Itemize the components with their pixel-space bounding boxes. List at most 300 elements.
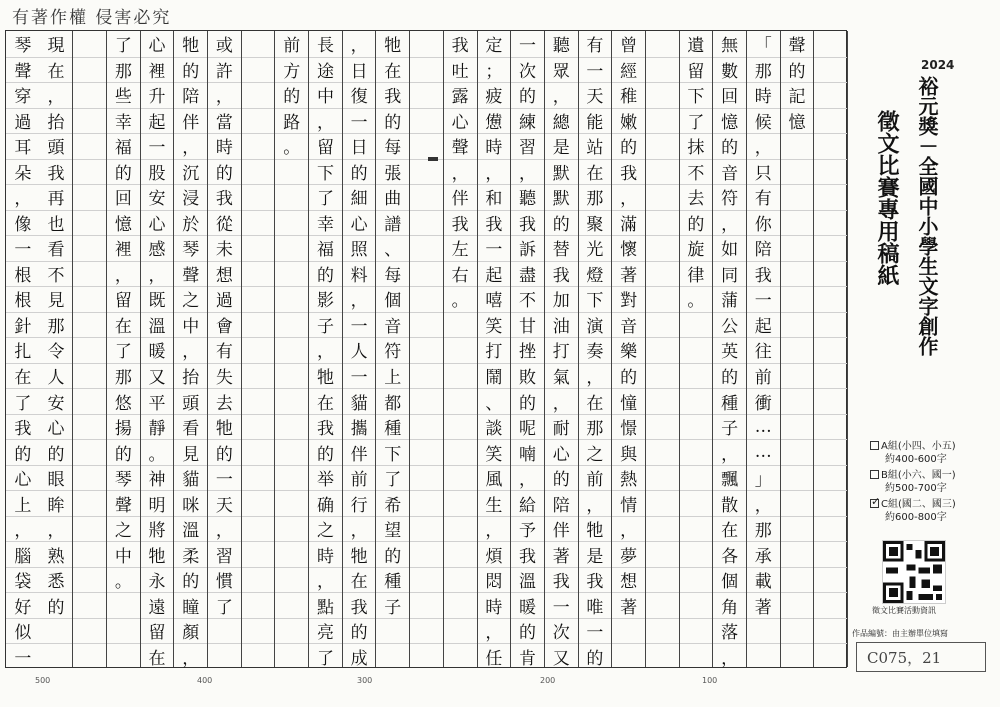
manuscript-char: 感 bbox=[148, 240, 166, 261]
manuscript-char: 亮 bbox=[316, 623, 334, 644]
manuscript-char bbox=[242, 286, 275, 312]
manuscript-char: 望 bbox=[384, 521, 402, 542]
manuscript-char: 那 bbox=[586, 189, 604, 210]
manuscript-char bbox=[444, 516, 477, 542]
manuscript-char bbox=[444, 465, 477, 491]
manuscript-char bbox=[242, 643, 275, 669]
manuscript-char: 聲 bbox=[14, 61, 32, 82]
manuscript-char bbox=[781, 363, 814, 389]
manuscript-char bbox=[646, 286, 679, 312]
manuscript-char: 熟 bbox=[47, 546, 65, 567]
manuscript-char: 的 bbox=[721, 368, 739, 388]
manuscript-char: 咪 bbox=[182, 495, 200, 516]
manuscript-char: ， bbox=[215, 87, 233, 108]
work-number-box: C075，21 bbox=[856, 642, 986, 672]
manuscript-column bbox=[376, 31, 410, 667]
manuscript-char: 熱 bbox=[620, 470, 638, 491]
manuscript-char: 在 bbox=[721, 521, 739, 542]
manuscript-char: 也 bbox=[47, 214, 65, 235]
manuscript-char: 一 bbox=[586, 623, 604, 644]
manuscript-char bbox=[410, 337, 443, 363]
manuscript-char: 憶 bbox=[788, 112, 806, 133]
manuscript-char: 針 bbox=[14, 316, 32, 337]
manuscript-char bbox=[814, 235, 847, 261]
manuscript-char: 一 bbox=[350, 112, 368, 133]
manuscript-char bbox=[410, 159, 443, 185]
manuscript-char bbox=[242, 516, 275, 542]
manuscript-char bbox=[781, 439, 814, 465]
manuscript-char: 路 bbox=[283, 112, 301, 133]
manuscript-char: 牠 bbox=[350, 546, 368, 567]
manuscript-char bbox=[410, 618, 443, 644]
manuscript-char: 聲 bbox=[788, 36, 806, 57]
manuscript-char bbox=[73, 261, 106, 287]
manuscript-char: 笑 bbox=[485, 444, 503, 465]
manuscript-char bbox=[73, 567, 106, 593]
manuscript-char: ， bbox=[47, 87, 65, 108]
manuscript-char: ， bbox=[552, 393, 570, 414]
manuscript-char: 的 bbox=[182, 61, 200, 82]
manuscript-char bbox=[814, 465, 847, 491]
manuscript-char: 了 bbox=[316, 189, 334, 210]
manuscript-char: 懷 bbox=[620, 240, 638, 261]
manuscript-char bbox=[40, 618, 73, 644]
manuscript-char: 溫 bbox=[182, 521, 200, 542]
manuscript-char: 袋 bbox=[14, 572, 32, 593]
manuscript-char bbox=[814, 363, 847, 389]
manuscript-char: 同 bbox=[721, 265, 739, 286]
group-option-a[interactable] bbox=[870, 440, 956, 466]
manuscript-char bbox=[275, 184, 308, 210]
manuscript-char: 柔 bbox=[182, 546, 200, 567]
manuscript-char: 聽 bbox=[519, 189, 537, 210]
manuscript-char: ， bbox=[519, 163, 537, 184]
manuscript-char: 料 bbox=[350, 265, 368, 286]
manuscript-char: 看 bbox=[182, 419, 200, 440]
manuscript-char: 那 bbox=[114, 61, 132, 82]
manuscript-char bbox=[814, 286, 847, 312]
manuscript-char: 時 bbox=[485, 597, 503, 618]
manuscript-char: 牠 bbox=[182, 36, 200, 57]
manuscript-char: 那 bbox=[114, 368, 132, 388]
manuscript-char: 會 bbox=[215, 316, 233, 337]
manuscript-char bbox=[781, 643, 814, 669]
manuscript-char: 是 bbox=[552, 138, 570, 159]
ruler-mark: 100 bbox=[702, 676, 718, 685]
manuscript-char bbox=[275, 618, 308, 644]
manuscript-grid bbox=[5, 30, 847, 668]
manuscript-char: 各 bbox=[721, 546, 739, 567]
manuscript-char bbox=[646, 82, 679, 108]
manuscript-char: 穿 bbox=[14, 87, 32, 108]
manuscript-char: 夢 bbox=[620, 546, 638, 567]
manuscript-char: 日 bbox=[350, 138, 368, 159]
checkbox-checked[interactable] bbox=[870, 499, 879, 508]
manuscript-char: 似 bbox=[14, 623, 32, 644]
manuscript-char: 陪 bbox=[552, 495, 570, 516]
manuscript-char bbox=[275, 541, 308, 567]
manuscript-char: 譜 bbox=[384, 214, 402, 235]
manuscript-char: 成 bbox=[350, 648, 368, 669]
manuscript-char bbox=[781, 592, 814, 618]
manuscript-char bbox=[73, 388, 106, 414]
manuscript-char: 光 bbox=[586, 240, 604, 261]
manuscript-char: 牠 bbox=[316, 368, 334, 388]
manuscript-char: ， bbox=[485, 521, 503, 542]
manuscript-char: 奏 bbox=[586, 342, 604, 363]
manuscript-char: ， bbox=[485, 623, 503, 644]
option-range: 約500-700字 bbox=[885, 483, 947, 494]
manuscript-char bbox=[680, 567, 713, 593]
manuscript-char bbox=[814, 337, 847, 363]
manuscript-char: 牠 bbox=[586, 521, 604, 542]
manuscript-char: 了 bbox=[114, 342, 132, 363]
manuscript-char bbox=[680, 414, 713, 440]
manuscript-char bbox=[646, 261, 679, 287]
manuscript-char bbox=[275, 312, 308, 338]
manuscript-char: 與 bbox=[620, 444, 638, 465]
manuscript-char: 上 bbox=[384, 368, 402, 388]
manuscript-char bbox=[646, 490, 679, 516]
manuscript-char bbox=[275, 490, 308, 516]
manuscript-char: 确 bbox=[316, 495, 334, 516]
manuscript-char: 琴 bbox=[182, 240, 200, 261]
manuscript-char: 起 bbox=[754, 316, 772, 337]
manuscript-char: 。 bbox=[114, 572, 132, 593]
manuscript-char bbox=[814, 592, 847, 618]
checkbox[interactable] bbox=[870, 470, 879, 479]
manuscript-char: 你 bbox=[754, 214, 772, 235]
manuscript-char bbox=[73, 337, 106, 363]
manuscript-char: 的 bbox=[384, 546, 402, 567]
manuscript-char: 回 bbox=[721, 87, 739, 108]
manuscript-column bbox=[6, 31, 40, 667]
manuscript-char bbox=[444, 490, 477, 516]
manuscript-char: 肯 bbox=[519, 648, 537, 669]
manuscript-char: 子 bbox=[721, 419, 739, 440]
manuscript-char: 無 bbox=[721, 36, 739, 57]
manuscript-char: 人 bbox=[47, 368, 65, 388]
manuscript-char: 。 bbox=[283, 138, 301, 159]
manuscript-char: 散 bbox=[721, 495, 739, 516]
manuscript-char: 我 bbox=[485, 214, 503, 235]
manuscript-char: 一 bbox=[519, 36, 537, 57]
manuscript-char: 習 bbox=[519, 138, 537, 159]
manuscript-char bbox=[781, 618, 814, 644]
manuscript-char: 抹 bbox=[687, 138, 705, 159]
manuscript-char: 、 bbox=[485, 393, 503, 414]
manuscript-char: 耐 bbox=[552, 419, 570, 440]
manuscript-char: 一 bbox=[754, 291, 772, 312]
manuscript-char: 頭 bbox=[47, 138, 65, 159]
manuscript-char: 候 bbox=[754, 112, 772, 133]
manuscript-char bbox=[107, 643, 140, 669]
manuscript-char: 左 bbox=[451, 240, 469, 261]
manuscript-char bbox=[242, 439, 275, 465]
manuscript-char: 下 bbox=[384, 444, 402, 465]
ruler-mark: 200 bbox=[540, 676, 556, 685]
manuscript-char: 時 bbox=[215, 138, 233, 159]
manuscript-char: 憊 bbox=[485, 112, 503, 133]
ruler-mark: 500 bbox=[35, 676, 51, 685]
manuscript-char: 見 bbox=[182, 444, 200, 465]
manuscript-char bbox=[444, 618, 477, 644]
manuscript-char: ， bbox=[316, 112, 334, 133]
manuscript-char bbox=[646, 516, 679, 542]
manuscript-char bbox=[275, 516, 308, 542]
manuscript-char: 的 bbox=[182, 572, 200, 593]
manuscript-char: 伴 bbox=[451, 189, 469, 210]
manuscript-char: 牠 bbox=[215, 419, 233, 440]
manuscript-char: 我 bbox=[519, 546, 537, 567]
manuscript-char bbox=[814, 184, 847, 210]
manuscript-char: ， bbox=[721, 214, 739, 235]
manuscript-char bbox=[444, 643, 477, 669]
manuscript-char: 聚 bbox=[586, 214, 604, 235]
manuscript-char bbox=[680, 592, 713, 618]
manuscript-char bbox=[814, 618, 847, 644]
manuscript-char: 於 bbox=[182, 214, 200, 235]
manuscript-char: 靜 bbox=[148, 419, 166, 440]
manuscript-char: 下 bbox=[586, 291, 604, 312]
manuscript-char: ， bbox=[316, 342, 334, 363]
manuscript-char: ， bbox=[182, 648, 200, 669]
manuscript-column bbox=[646, 31, 680, 667]
manuscript-char: … bbox=[754, 416, 772, 437]
manuscript-char: 牠 bbox=[148, 546, 166, 567]
manuscript-char: 衝 bbox=[754, 393, 772, 414]
manuscript-char: 載 bbox=[754, 572, 772, 593]
manuscript-char: 張 bbox=[384, 163, 402, 184]
manuscript-char bbox=[275, 439, 308, 465]
manuscript-char bbox=[410, 57, 443, 83]
manuscript-char: 之 bbox=[586, 444, 604, 465]
manuscript-char bbox=[781, 184, 814, 210]
manuscript-char: 總 bbox=[552, 112, 570, 133]
manuscript-char: 「 bbox=[754, 36, 772, 57]
manuscript-char: 吐 bbox=[451, 61, 469, 82]
manuscript-char: 聲 bbox=[114, 495, 132, 516]
manuscript-char: 、 bbox=[384, 240, 402, 261]
copyright-notice: 有著作權 侵害必究 bbox=[12, 8, 172, 28]
manuscript-char: 滿 bbox=[620, 214, 638, 235]
manuscript-char: 那 bbox=[47, 316, 65, 337]
manuscript-char bbox=[410, 541, 443, 567]
manuscript-char bbox=[73, 618, 106, 644]
manuscript-char bbox=[410, 388, 443, 414]
manuscript-char: 的 bbox=[47, 444, 65, 465]
manuscript-char: 朵 bbox=[14, 163, 32, 184]
manuscript-char: 有 bbox=[754, 189, 772, 210]
option-label: B組(小六、國一) bbox=[881, 470, 956, 481]
checkbox[interactable] bbox=[870, 441, 879, 450]
manuscript-char: 前 bbox=[350, 470, 368, 491]
manuscript-char: 頭 bbox=[182, 393, 200, 414]
manuscript-char: 油 bbox=[552, 316, 570, 337]
manuscript-char: 聲 bbox=[182, 265, 200, 286]
manuscript-char bbox=[73, 57, 106, 83]
manuscript-char bbox=[781, 210, 814, 236]
manuscript-char: 和 bbox=[485, 189, 503, 210]
manuscript-char: 如 bbox=[721, 240, 739, 261]
manuscript-char bbox=[410, 439, 443, 465]
manuscript-char: 默 bbox=[552, 163, 570, 184]
manuscript-char: ， bbox=[754, 495, 772, 516]
manuscript-char: 一 bbox=[14, 648, 32, 669]
manuscript-char bbox=[242, 312, 275, 338]
manuscript-char bbox=[410, 108, 443, 134]
manuscript-char: 任 bbox=[485, 648, 503, 669]
manuscript-char bbox=[646, 388, 679, 414]
manuscript-char: 下 bbox=[316, 163, 334, 184]
manuscript-char bbox=[814, 567, 847, 593]
manuscript-char: 心 bbox=[148, 214, 166, 235]
manuscript-char bbox=[444, 414, 477, 440]
manuscript-char: 的 bbox=[519, 87, 537, 108]
manuscript-char: 復 bbox=[350, 87, 368, 108]
manuscript-char bbox=[814, 133, 847, 159]
manuscript-char bbox=[275, 159, 308, 185]
manuscript-char bbox=[242, 490, 275, 516]
manuscript-char: ， bbox=[14, 521, 32, 542]
manuscript-char: 煩 bbox=[485, 546, 503, 567]
manuscript-char: 憶 bbox=[721, 112, 739, 133]
manuscript-char: 給 bbox=[519, 495, 537, 516]
manuscript-char: 眸 bbox=[47, 495, 65, 516]
manuscript-char bbox=[40, 643, 73, 669]
manuscript-char: 的 bbox=[215, 444, 233, 465]
manuscript-char bbox=[646, 184, 679, 210]
manuscript-char bbox=[275, 592, 308, 618]
manuscript-char bbox=[410, 184, 443, 210]
manuscript-char: 的 bbox=[788, 61, 806, 82]
manuscript-char: 陪 bbox=[754, 240, 772, 261]
manuscript-char: 演 bbox=[586, 316, 604, 337]
manuscript-column bbox=[511, 31, 545, 667]
manuscript-char: ， bbox=[47, 521, 65, 542]
manuscript-char: 心 bbox=[47, 419, 65, 440]
manuscript-char bbox=[73, 439, 106, 465]
manuscript-char: 根 bbox=[14, 291, 32, 312]
manuscript-char bbox=[242, 414, 275, 440]
manuscript-char bbox=[646, 465, 679, 491]
manuscript-char: 悠 bbox=[114, 393, 132, 414]
manuscript-char: ； bbox=[485, 61, 503, 82]
manuscript-char bbox=[814, 261, 847, 287]
group-option-c[interactable] bbox=[870, 498, 956, 524]
manuscript-char: 在 bbox=[350, 572, 368, 593]
manuscript-char: 想 bbox=[215, 265, 233, 286]
manuscript-char: 一 bbox=[350, 316, 368, 337]
manuscript-char bbox=[73, 490, 106, 516]
manuscript-char: 音 bbox=[620, 316, 638, 337]
manuscript-char bbox=[781, 159, 814, 185]
manuscript-char: 許 bbox=[215, 61, 233, 82]
manuscript-char bbox=[73, 541, 106, 567]
manuscript-char: 唯 bbox=[586, 597, 604, 618]
manuscript-char: ， bbox=[485, 163, 503, 184]
manuscript-char bbox=[242, 567, 275, 593]
manuscript-char bbox=[410, 490, 443, 516]
manuscript-char bbox=[781, 541, 814, 567]
manuscript-char bbox=[275, 286, 308, 312]
manuscript-char: 著 bbox=[620, 265, 638, 286]
manuscript-char bbox=[242, 465, 275, 491]
manuscript-char: 能 bbox=[586, 112, 604, 133]
manuscript-char: 那 bbox=[754, 61, 772, 82]
manuscript-char bbox=[73, 31, 106, 57]
manuscript-char: 的 bbox=[215, 163, 233, 184]
manuscript-column bbox=[713, 31, 747, 667]
manuscript-char: 不 bbox=[687, 163, 705, 184]
manuscript-char bbox=[814, 31, 847, 57]
manuscript-char bbox=[73, 210, 106, 236]
manuscript-char: 心 bbox=[451, 112, 469, 133]
manuscript-char: 前 bbox=[586, 470, 604, 491]
manuscript-char bbox=[612, 643, 645, 669]
manuscript-char: ， bbox=[350, 36, 368, 57]
manuscript-char: 著 bbox=[552, 546, 570, 567]
manuscript-char: 我 bbox=[215, 189, 233, 210]
manuscript-char bbox=[242, 159, 275, 185]
manuscript-char: 的 bbox=[350, 163, 368, 184]
manuscript-char bbox=[680, 643, 713, 669]
manuscript-char bbox=[781, 133, 814, 159]
manuscript-char: 的 bbox=[552, 470, 570, 491]
manuscript-char: 耳 bbox=[14, 138, 32, 159]
manuscript-char: 或 bbox=[215, 36, 233, 57]
manuscript-char: 在 bbox=[14, 368, 32, 388]
manuscript-char: 人 bbox=[350, 342, 368, 363]
manuscript-char: 幸 bbox=[316, 214, 334, 235]
manuscript-char bbox=[781, 414, 814, 440]
manuscript-char bbox=[781, 490, 814, 516]
manuscript-char: 默 bbox=[552, 189, 570, 210]
manuscript-char: 不 bbox=[519, 291, 537, 312]
manuscript-char: 曲 bbox=[384, 189, 402, 210]
manuscript-char: 遺 bbox=[687, 36, 705, 57]
manuscript-char: 了 bbox=[384, 470, 402, 491]
manuscript-char: 的 bbox=[620, 138, 638, 159]
manuscript-char bbox=[73, 363, 106, 389]
manuscript-char bbox=[410, 286, 443, 312]
manuscript-char bbox=[73, 108, 106, 134]
group-option-b[interactable] bbox=[870, 469, 956, 495]
manuscript-char: 抬 bbox=[47, 112, 65, 133]
manuscript-column bbox=[410, 31, 444, 667]
manuscript-char: 在 bbox=[148, 648, 166, 669]
group-options bbox=[870, 440, 956, 527]
manuscript-char bbox=[680, 490, 713, 516]
manuscript-char: 悶 bbox=[485, 572, 503, 593]
manuscript-char: 我 bbox=[620, 163, 638, 184]
manuscript-char bbox=[646, 312, 679, 338]
manuscript-char: 我 bbox=[552, 572, 570, 593]
manuscript-char: 的 bbox=[14, 444, 32, 465]
manuscript-char: 笑 bbox=[485, 316, 503, 337]
manuscript-char bbox=[814, 159, 847, 185]
manuscript-char bbox=[73, 235, 106, 261]
manuscript-char bbox=[410, 235, 443, 261]
manuscript-char: 暖 bbox=[148, 342, 166, 363]
manuscript-char: 我 bbox=[586, 572, 604, 593]
manuscript-char: 英 bbox=[721, 342, 739, 363]
manuscript-char: 去 bbox=[687, 189, 705, 210]
manuscript-char: 不 bbox=[47, 265, 65, 286]
manuscript-char: 子 bbox=[316, 316, 334, 337]
manuscript-char: 令 bbox=[47, 342, 65, 363]
manuscript-char bbox=[73, 516, 106, 542]
